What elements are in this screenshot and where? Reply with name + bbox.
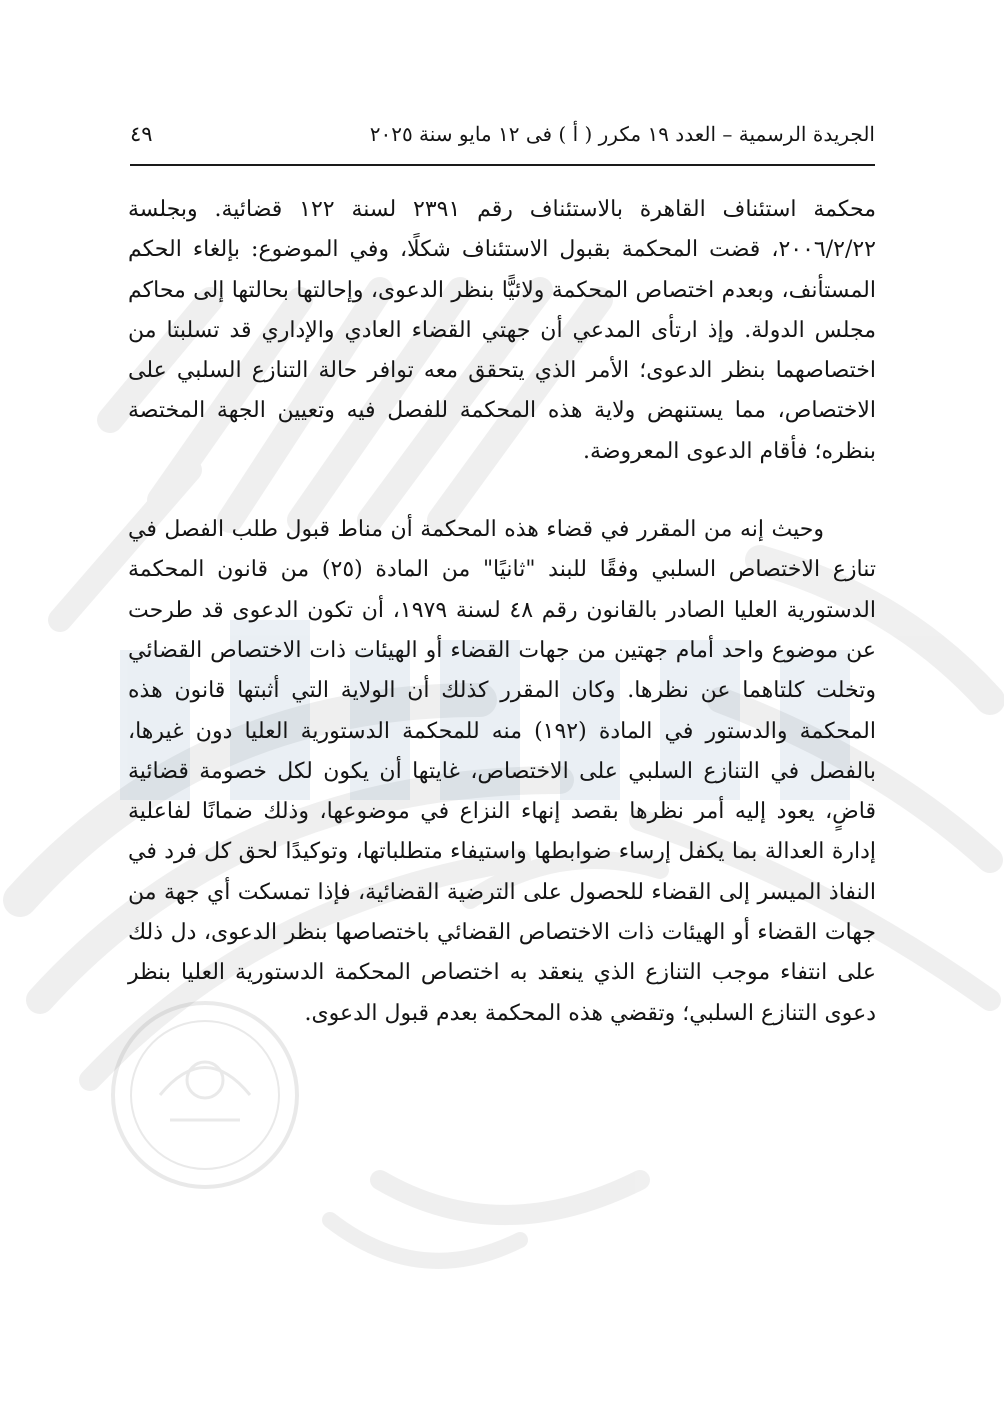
page-header	[130, 116, 875, 152]
page-number: ٤٩	[130, 122, 153, 146]
header-title: الجريدة الرسمية – العدد ١٩ مكرر ( أ ) فى ١٢ مايو سنة ٢٠٢٥	[369, 122, 875, 146]
paragraph-1: محكمة استئناف القاهرة بالاستئناف رقم ٢٣٩١ لسنة ١٢٢ قضائية. وبجلسة ٢٠٠٦/٢/٢٢، قضت المحكمة بقبول الاستئناف شكلًا، وفي الموضوع: بإلغاء الحكم المستأنف، وبعدم اختصاص المحكمة ولائيًّا بنظر الدعوى، وإحالتها بحالتها إلى محاكم مجلس الدولة. وإذ ارتأى المدعي أن جهتي القضاء العادي والإداري قد تسلبتا من اختصاصهما بنظر الدعوى؛ الأمر الذي يتحقق معه توافر حالة التنازع السلبي على الاختصاص، مما يستنهض ولاية هذه المحكمة للفصل فيه وتعيين الجهة المختصة بنظره؛ فأقام الدعوى المعروضة.	[128, 197, 877, 464]
paragraph-2: وحيث إنه من المقرر في قضاء هذه المحكمة أن مناط قبول طلب الفصل في تنازع الاختصاص السلبي وفقًا للبند "ثانيًا" من المادة (٢٥) من قانون المحكمة الدستورية العليا الصادر بالقانون رقم ٤٨ لسنة ١٩٧٩، أن تكون الدعوى قد طرحت عن موضوع واحد أمام جهتين من جهات القضاء أو الهيئات ذات الاختصاص القضائي وتخلت كلتاهما عن نظرها. وكان المقرر كذلك أن الولاية التي أثبتها قانون هذه المحكمة والدستور في المادة (١٩٢) منه للمحكمة الدستورية العليا دون غيرها، بالفصل في التنازع السلبي على الاختصاص، غايتها أن يكون لكل خصومة قضائية قاضٍ، يعود إليه أمر نظرها بقصد إنهاء النزاع في موضوعها، وذلك ضمانًا لفاعلية إدارة العدالة بما يكفل إرساء ضوابطها واستيفاء متطلباتها، وتوكيدًا لحق كل فرد في النفاذ الميسر إلى القضاء للحصول على الترضية القضائية، فإذا تمسكت أي جهة من جهات القضاء أو الهيئات ذات الاختصاص القضائي باختصاصها بنظر الدعوى، دل ذلك على انتفاء موجب التنازع الذي ينعقد به اختصاص المحكمة الدستورية العليا بنظر دعوى التنازع السلبي؛ وتقضي هذه المحكمة بعدم قبول الدعوى.	[128, 517, 876, 1026]
header-divider	[130, 164, 875, 166]
document-body	[128, 190, 876, 1034]
